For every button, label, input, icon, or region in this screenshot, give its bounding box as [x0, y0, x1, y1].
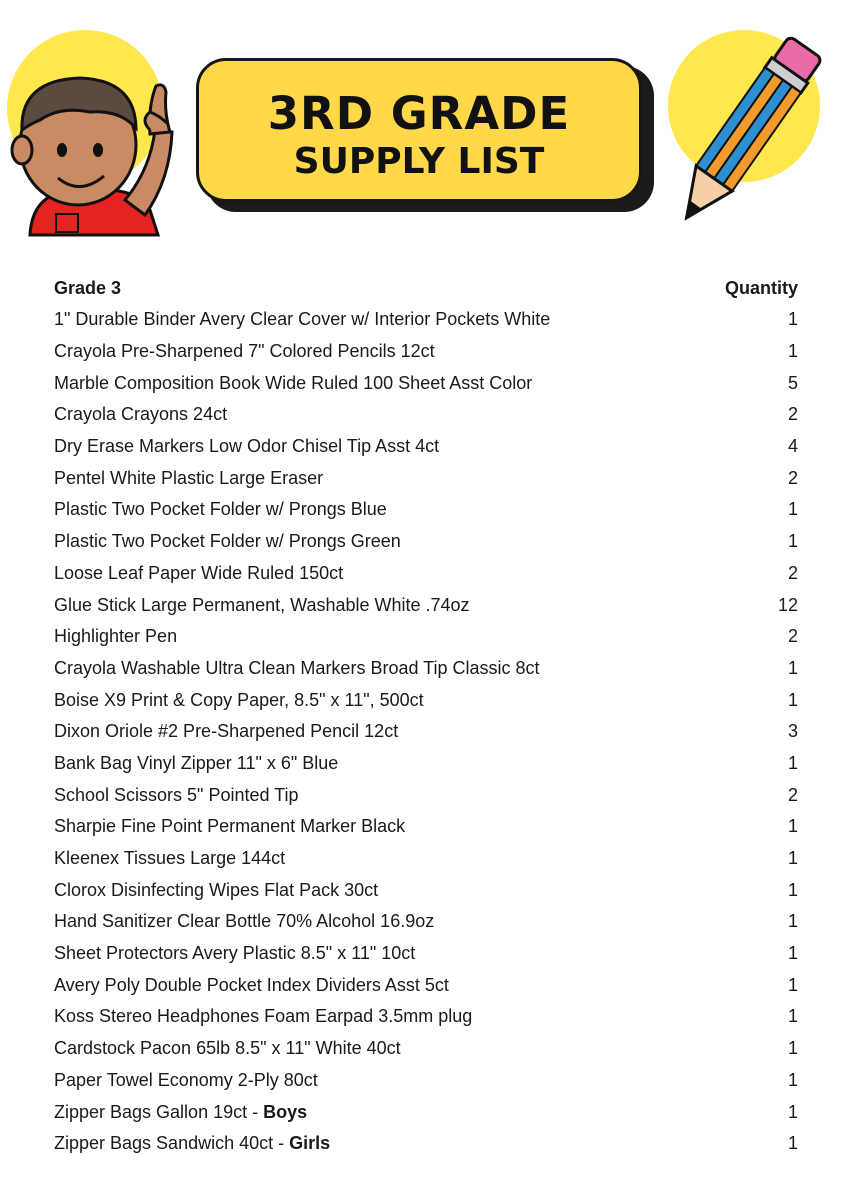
item-name: 1" Durable Binder Avery Clear Cover w/ Interior Pockets White — [54, 309, 551, 330]
item-quantity: 1 — [787, 911, 798, 932]
table-header — [54, 272, 798, 304]
item-name: Zipper Bags Gallon 19ct - Boys — [54, 1101, 308, 1122]
item-quantity: 2 — [787, 562, 798, 583]
table-row — [54, 621, 798, 653]
item-name: Plastic Two Pocket Folder w/ Prongs Blue — [54, 499, 387, 520]
item-name-emphasis: Boys — [263, 1101, 308, 1122]
table-row — [54, 1065, 798, 1097]
item-name: Boise X9 Print & Copy Paper, 8.5" x 11", 500ct — [54, 689, 424, 710]
item-name: Crayola Crayons 24ct — [54, 404, 228, 425]
item-name: Koss Stereo Headphones Foam Earpad 3.5mm plug — [54, 1006, 473, 1027]
item-name: Zipper Bags Sandwich 40ct - Girls — [54, 1133, 331, 1154]
item-quantity: 1 — [787, 1069, 798, 1090]
item-quantity: 1 — [787, 1133, 798, 1154]
item-quantity: 1 — [787, 531, 798, 552]
item-name: Glue Stick Large Permanent, Washable White .74oz — [54, 594, 470, 615]
header — [0, 0, 848, 260]
supply-list — [54, 272, 798, 1160]
item-name: Pentel White Plastic Large Eraser — [54, 467, 324, 488]
item-quantity: 12 — [777, 594, 798, 615]
pencil-clipart — [640, 28, 840, 238]
item-name: Clorox Disinfecting Wipes Flat Pack 30ct — [54, 879, 379, 900]
item-quantity: 1 — [787, 499, 798, 520]
item-quantity: 1 — [787, 816, 798, 837]
item-name: Kleenex Tissues Large 144ct — [54, 848, 286, 869]
item-quantity: 1 — [787, 309, 798, 330]
table-row — [54, 874, 798, 906]
item-quantity: 4 — [787, 436, 798, 457]
item-name: Highlighter Pen — [54, 626, 178, 647]
table-row — [54, 843, 798, 875]
item-name: Plastic Two Pocket Folder w/ Prongs Green — [54, 531, 401, 552]
page-title: 3RD GRADE — [267, 87, 571, 140]
item-quantity: 1 — [787, 943, 798, 964]
table-row — [54, 906, 798, 938]
table-row — [54, 748, 798, 780]
table-row — [54, 1128, 798, 1160]
table-row — [54, 431, 798, 463]
item-quantity: 1 — [787, 341, 798, 362]
item-quantity: 1 — [787, 879, 798, 900]
item-name: Loose Leaf Paper Wide Ruled 150ct — [54, 562, 344, 583]
item-name: Marble Composition Book Wide Ruled 100 Sheet Asst Color — [54, 372, 533, 393]
table-row — [54, 589, 798, 621]
item-quantity: 1 — [787, 689, 798, 710]
item-quantity: 2 — [787, 626, 798, 647]
table-row — [54, 1096, 798, 1128]
item-quantity: 2 — [787, 784, 798, 805]
item-name: Sheet Protectors Avery Plastic 8.5" x 11" 10ct — [54, 943, 416, 964]
item-quantity: 1 — [787, 1101, 798, 1122]
item-quantity: 5 — [787, 372, 798, 393]
item-name: Crayola Washable Ultra Clean Markers Broad Tip Classic 8ct — [54, 657, 540, 678]
item-name: Cardstock Pacon 65lb 8.5" x 11" White 40ct — [54, 1038, 401, 1059]
item-quantity: 3 — [787, 721, 798, 742]
item-name-emphasis: Girls — [289, 1133, 331, 1154]
item-name: Paper Towel Economy 2-Ply 80ct — [54, 1069, 318, 1090]
item-name: Dixon Oriole #2 Pre-Sharpened Pencil 12ct — [54, 721, 399, 742]
item-quantity: 1 — [787, 1038, 798, 1059]
column-header-quantity: Quantity — [724, 277, 798, 298]
item-quantity: 1 — [787, 1006, 798, 1027]
item-quantity: 1 — [787, 848, 798, 869]
table-row — [54, 938, 798, 970]
table-row — [54, 716, 798, 748]
table-row — [54, 1001, 798, 1033]
table-row — [54, 494, 798, 526]
table-row — [54, 969, 798, 1001]
table-row — [54, 526, 798, 558]
title-box — [196, 58, 642, 202]
item-name: Bank Bag Vinyl Zipper 11" x 6" Blue — [54, 752, 339, 773]
item-quantity: 1 — [787, 657, 798, 678]
table-row — [54, 653, 798, 685]
table-row — [54, 367, 798, 399]
item-name: Crayola Pre-Sharpened 7" Colored Pencils 12ct — [54, 341, 435, 362]
item-name: School Scissors 5" Pointed Tip — [54, 784, 299, 805]
table-row — [54, 304, 798, 336]
table-row — [54, 336, 798, 368]
table-row — [54, 558, 798, 590]
table-row — [54, 399, 798, 431]
table-row — [54, 1033, 798, 1065]
item-quantity: 2 — [787, 467, 798, 488]
boy-pointing-clipart — [0, 20, 190, 250]
table-row — [54, 462, 798, 494]
page-subtitle: SUPPLY LIST — [293, 141, 545, 182]
item-quantity: 1 — [787, 974, 798, 995]
item-quantity: 2 — [787, 404, 798, 425]
table-row — [54, 811, 798, 843]
item-quantity: 1 — [787, 752, 798, 773]
table-row — [54, 684, 798, 716]
column-header-item: Grade 3 — [54, 277, 122, 298]
table-row — [54, 779, 798, 811]
item-name: Sharpie Fine Point Permanent Marker Black — [54, 816, 406, 837]
item-name: Hand Sanitizer Clear Bottle 70% Alcohol 16.9oz — [54, 911, 435, 932]
item-name: Dry Erase Markers Low Odor Chisel Tip Asst 4ct — [54, 436, 440, 457]
item-name: Avery Poly Double Pocket Index Dividers Asst 5ct — [54, 974, 449, 995]
